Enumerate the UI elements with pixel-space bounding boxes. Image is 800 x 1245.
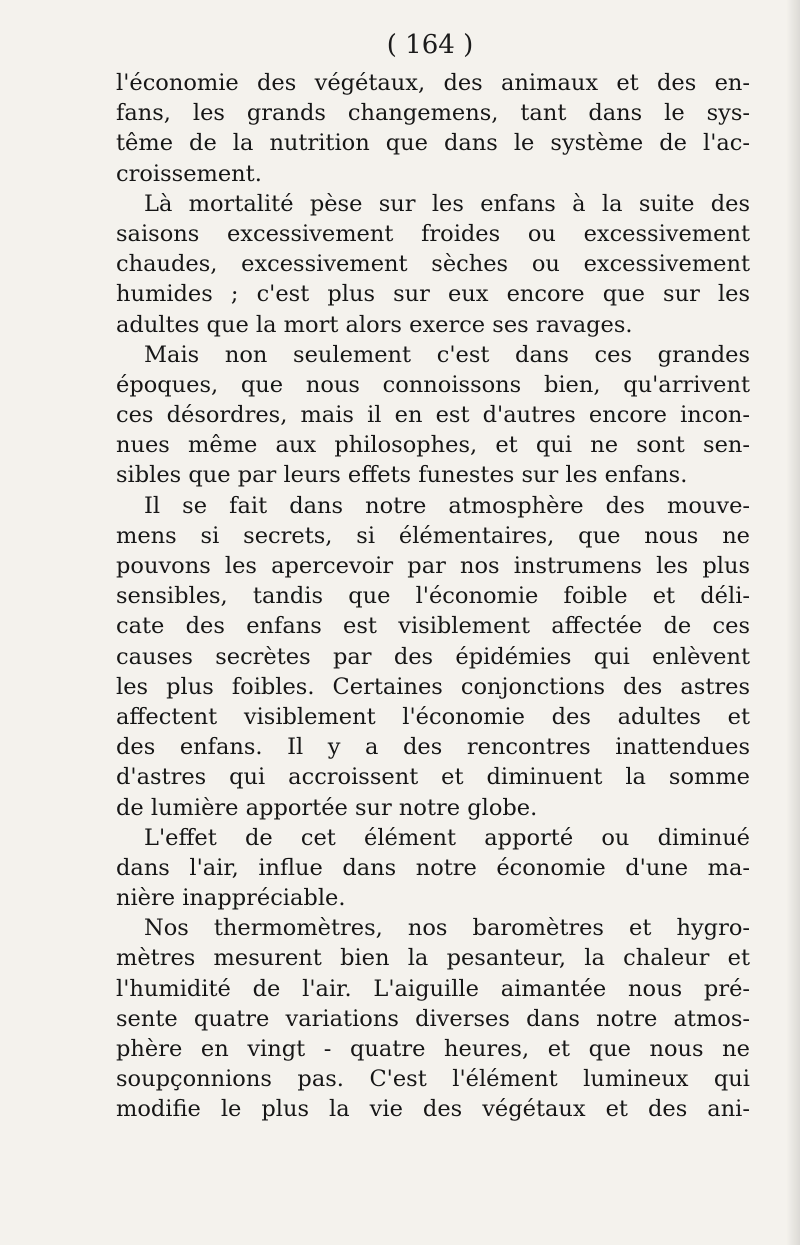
text-line: affectent visiblement l'économie des adultes et <box>116 703 750 730</box>
text-line: croissement. <box>116 160 262 187</box>
text-line: Là mortalité pèse sur les enfans à la suite des <box>144 190 750 217</box>
text-line: tême de la nutrition que dans le système de l'ac- <box>116 130 750 157</box>
text-line: nues même aux philosophes, et qui ne sont sen- <box>116 432 750 459</box>
text-line: Il se fait dans notre atmosphère des mouve- <box>144 492 750 519</box>
text-line: saisons excessivement froides ou excessivement <box>116 220 750 247</box>
text-line: des enfans. Il y a des rencontres inattendues <box>116 734 750 761</box>
text-line: causes secrètes par des épidémies qui enlèvent <box>116 643 750 670</box>
body-text <box>116 68 750 1125</box>
text-line: époques, que nous connoissons bien, qu'arrivent <box>116 371 750 398</box>
text-line: chaudes, excessivement sèches ou excessivement <box>116 251 750 278</box>
text-line: l'économie des végétaux, des animaux et des en- <box>116 70 750 96</box>
text-line: adultes que la mort alors exerce ses ravages. <box>116 311 633 338</box>
text-line: sente quatre variations diverses dans notre atmos- <box>116 1005 750 1032</box>
text-line: l'humidité de l'air. L'aiguille aimantée nous pré- <box>116 975 750 1002</box>
text-line: Nos thermomètres, nos baromètres et hygro- <box>144 915 750 942</box>
text-line: phère en vingt - quatre heures, et que nous ne <box>116 1036 750 1062</box>
text-line: fans, les grands changemens, tant dans le sys- <box>116 100 750 127</box>
text-line: Mais non seulement c'est dans ces grandes <box>144 341 750 368</box>
text-line: d'astres qui accroissent et diminuent la somme <box>116 764 750 791</box>
text-line: humides ; c'est plus sur eux encore que sur les <box>116 281 750 308</box>
text-line: sibles que par leurs effets funestes sur les enfans. <box>116 462 688 489</box>
text-line: mètres mesurent bien la pesanteur, la chaleur et <box>116 945 750 972</box>
text-line: nière inappréciable. <box>116 885 346 912</box>
text-line: ces désordres, mais il en est d'autres encore incon- <box>116 402 750 429</box>
text-line: soupçonnions pas. C'est l'élément lumineux qui <box>116 1066 750 1093</box>
text-line: dans l'air, influe dans notre économie d'une ma- <box>116 854 750 881</box>
text-line: L'effet de cet élément apporté ou diminué <box>144 824 750 851</box>
text-line: de lumière apportée sur notre globe. <box>116 794 538 821</box>
text-line: cate des enfans est visiblement affectée de ces <box>116 613 750 640</box>
page-number: ( 164 ) <box>386 30 474 60</box>
text-line: mens si secrets, si élémentaires, que nous ne <box>116 522 750 549</box>
text-line: modifie le plus la vie des végétaux et des ani- <box>116 1096 750 1123</box>
text-line: pouvons les apercevoir par nos instrumens les plus <box>116 553 750 579</box>
text-line: sensibles, tandis que l'économie foible et déli- <box>116 583 750 610</box>
page-edge-shadow <box>786 0 800 1245</box>
text-line: les plus foibles. Certaines conjonctions des astres <box>116 673 750 700</box>
